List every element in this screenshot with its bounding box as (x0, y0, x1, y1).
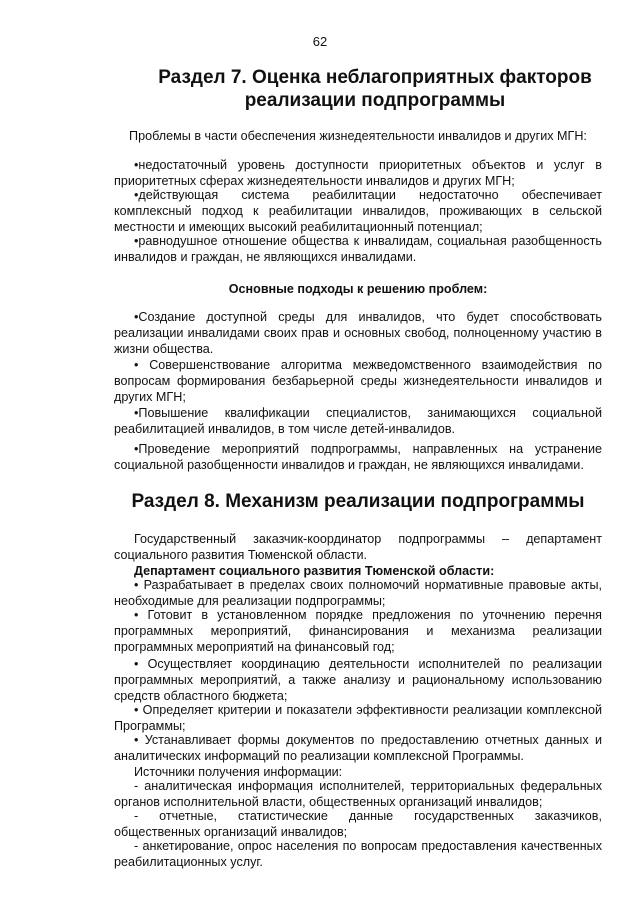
source-item: - отчетные, статистические данные государственных заказчиков, общественных организаций инвалидов; (114, 809, 602, 839)
coordinator-paragraph: Государственный заказчик-координатор подпрограммы – департамент социального развития Тюменской области. (114, 532, 602, 562)
page-number: 62 (312, 34, 328, 49)
source-item: - анкетирование, опрос населения по вопросам предоставления качественных реабилитационных услуг. (114, 839, 602, 869)
section-7-title (150, 66, 600, 112)
section-7-title-line-2: реализации подпрограммы (244, 90, 506, 111)
section-8-title: Раздел 8. Механизм реализации подпрограммы (131, 491, 585, 512)
approach-item: • Совершенствование алгоритма межведомственного взаимодействия по вопросам формирования безбарьерной среды жизнедеятельности инвалидов и других МГН; (114, 358, 602, 404)
source-item: - аналитическая информация исполнителей, территориальных федеральных органов исполнительной власти, общественных организаций инвалидов; (114, 779, 602, 809)
function-item: • Осуществляет координацию деятельности исполнителей по реализации программных мероприятий, а также анализу и рациональному использованию средств областного бюджета; (114, 657, 602, 703)
approach-item: •Создание доступной среды для инвалидов, что будет способствовать реализации инвалидами своих прав и основных свобод, полноценному участию в жизни общества. (114, 310, 602, 356)
approaches-heading: Основные подходы к решению проблем: (228, 282, 488, 296)
function-item: • Готовит в установленном порядке предложения по уточнению перечня программных мероприятий, финансирования и механизма реализации программных мероприятий на финансовый год; (114, 608, 602, 654)
department-heading: Департамент социального развития Тюменской области: (134, 564, 495, 578)
problem-item: •равнодушное отношение общества к инвалидам, социальная разобщенность инвалидов и граждан, не являющихся инвалидами. (114, 234, 602, 264)
function-item: • Определяет критерии и показатели эффективности реализации комплексной Программы; (114, 703, 602, 733)
problems-intro: Проблемы в части обеспечения жизнедеятельности инвалидов и других МГН: (129, 129, 587, 143)
function-item: • Устанавливает формы документов по предоставлению отчетных данных и аналитических информаций по реализации комплексной Программы. (114, 733, 602, 763)
function-item: • Разрабатывает в пределах своих полномочий нормативные правовые акты, необходимые для реализации подпрограммы; (114, 578, 602, 608)
section-7-title-line-1: Раздел 7. Оценка неблагоприятных факторов (158, 67, 592, 88)
approach-item: •Проведение мероприятий подпрограммы, направленных на устранение социальной разобщенности инвалидов и граждан, не являющихся инвалидами. (114, 442, 602, 472)
sources-heading: Источники получения информации: (134, 765, 343, 779)
problem-item: •действующая система реабилитации недостаточно обеспечивает комплексный подход к реабилитации инвалидов, проживающих в сельской местности и имеющих высокий реабилитационный потенциал; (114, 188, 602, 234)
problem-item: •недостаточный уровень доступности приоритетных объектов и услуг в приоритетных сферах жизнедеятельности инвалидов и других МГН; (114, 158, 602, 188)
approach-item: •Повышение квалификации специалистов, занимающихся социальной реабилитацией инвалидов, в том числе детей-инвалидов. (114, 406, 602, 436)
